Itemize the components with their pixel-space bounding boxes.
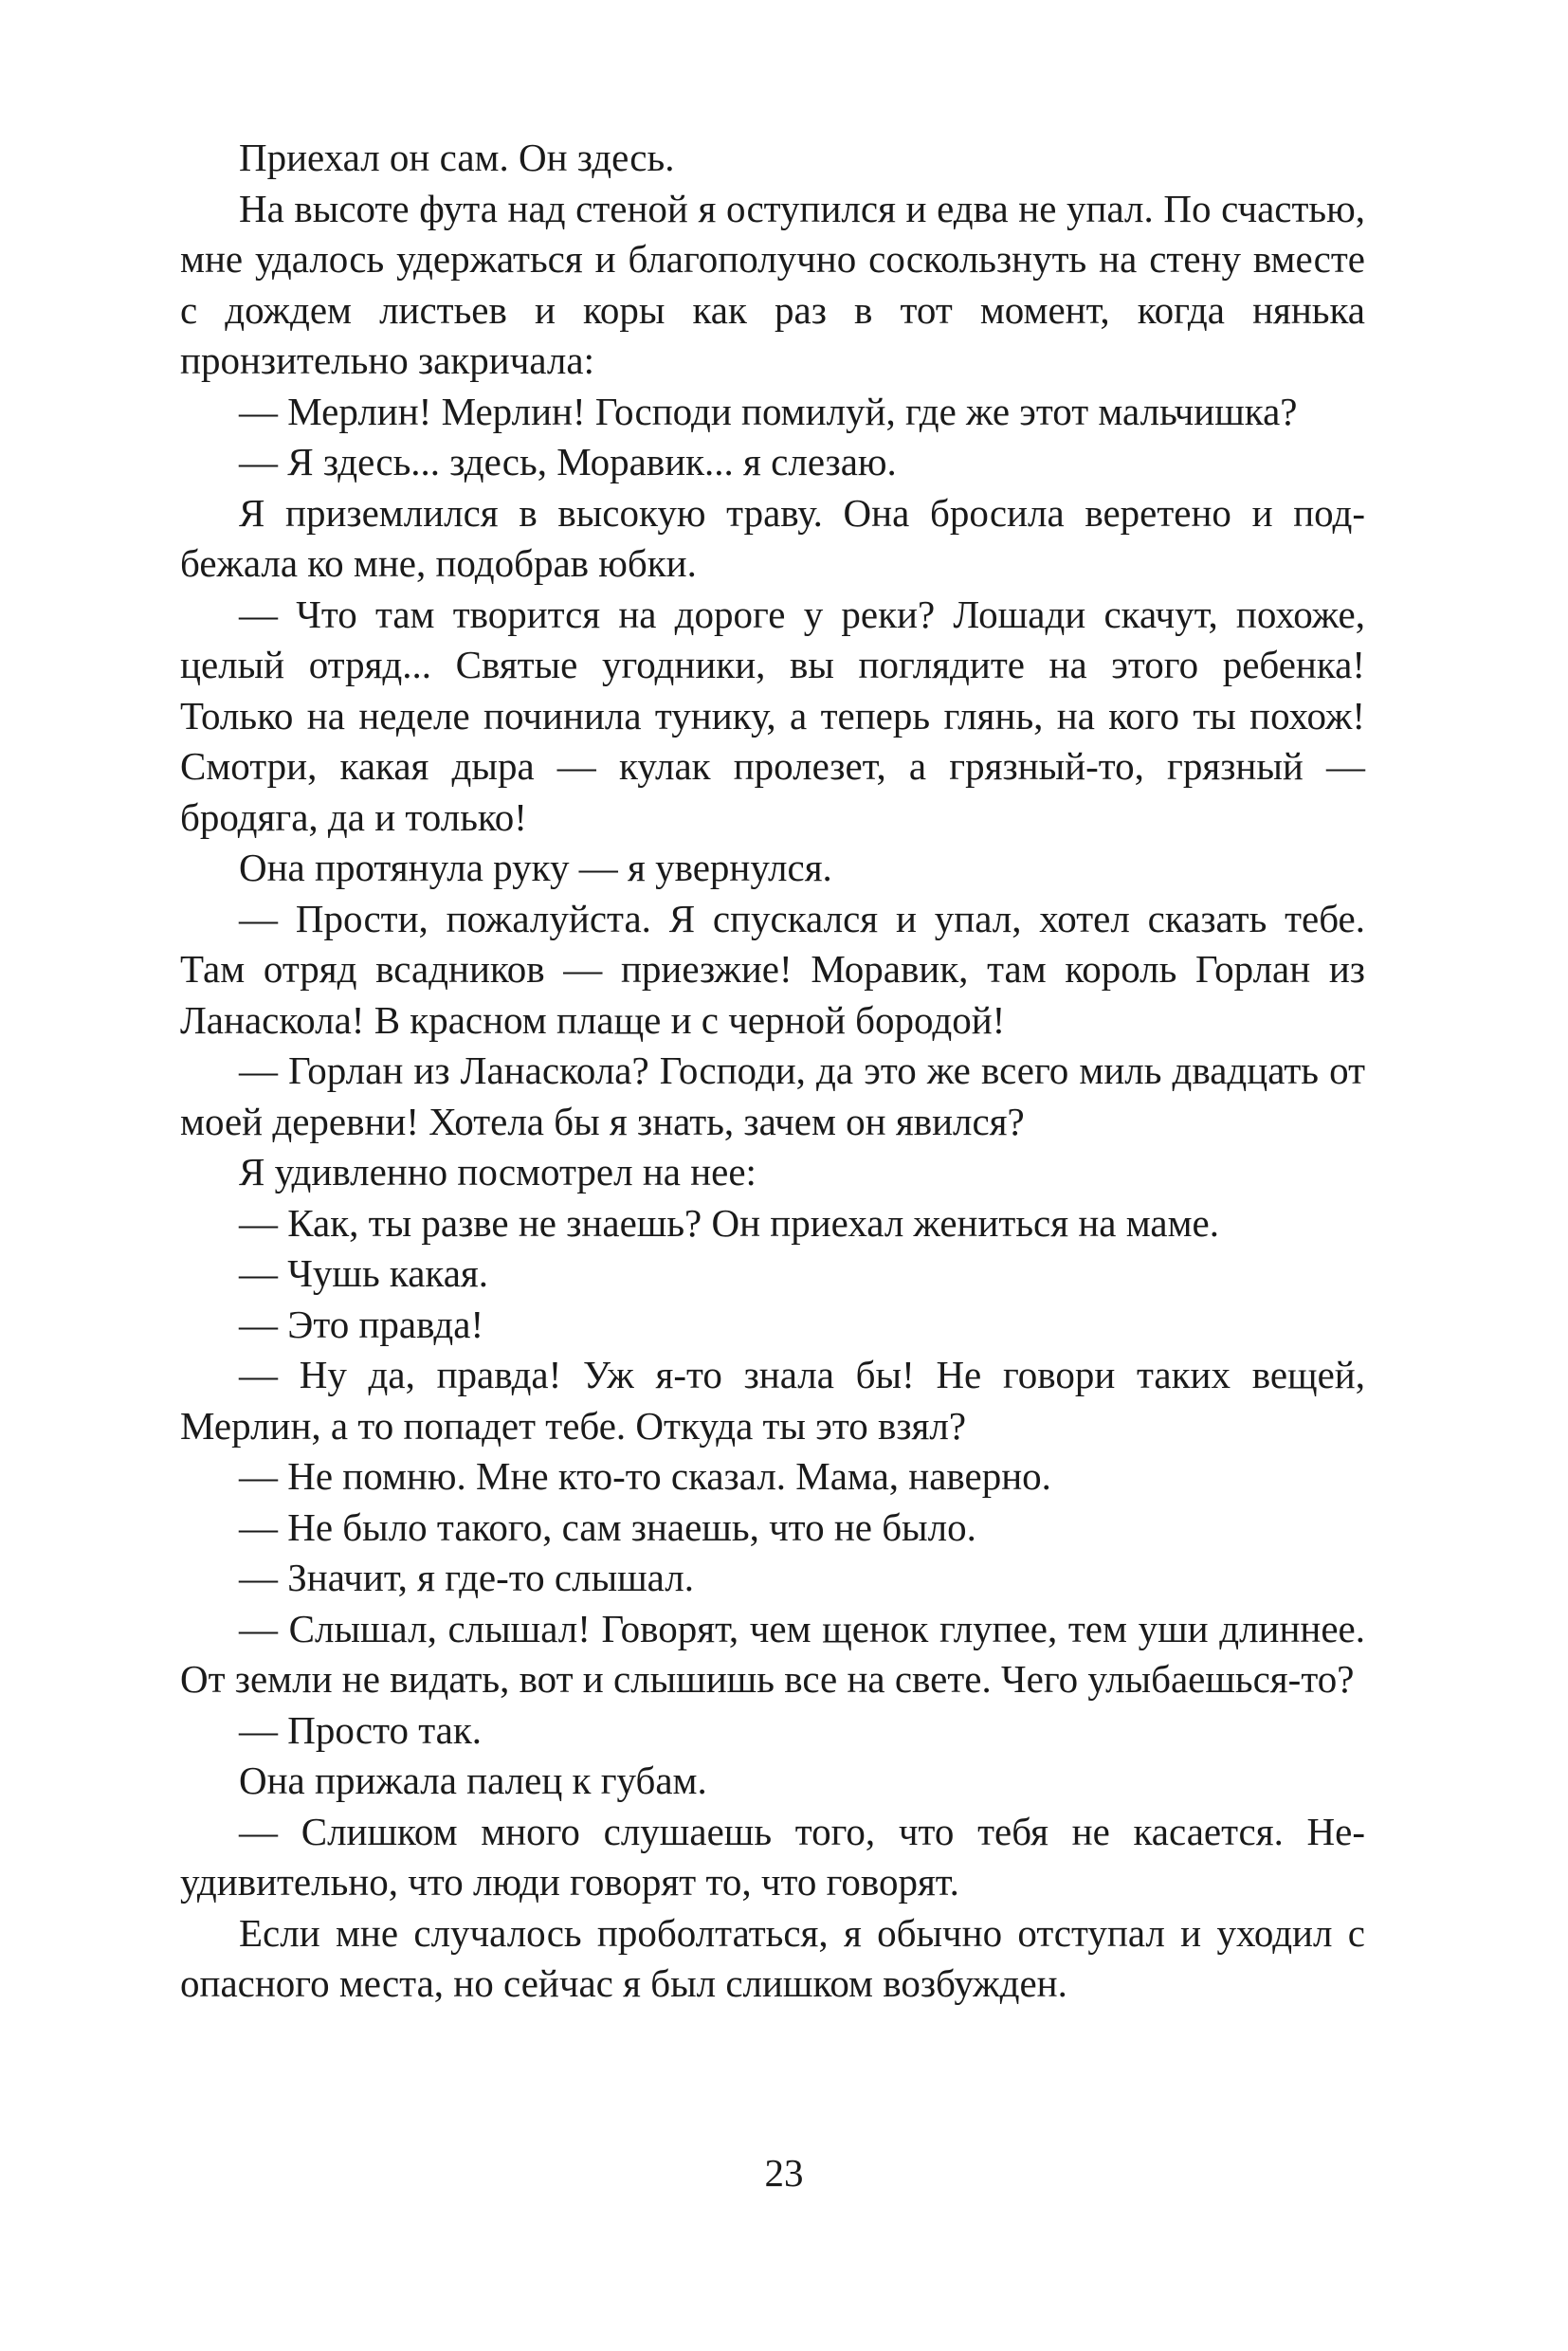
paragraph: — Чушь какая. <box>239 1251 489 1295</box>
paragraph: — Мерлин! Мерлин! Господи помилуй, где же этот мальчишка? <box>239 389 1298 433</box>
paragraph: — Горлан из Ланаскола? Господи, да это же всего миль двадцать от моей деревни! Хотела бы я знать, зачем он явился? <box>180 1048 1365 1143</box>
paragraph: — Я здесь... здесь, Моравик... я слезаю. <box>239 440 897 483</box>
paragraph: — Значит, я где-то слышал. <box>239 1556 694 1599</box>
body-text <box>180 133 1365 2010</box>
paragraph: На высоте фута над стеной я оступился и едва не упал. По счастью, мне удалось удержаться и благополучно соскользнуть на стену вместе с дождем листьев и коры как раз в тот момент, когда нянька пронзительно закричала: <box>180 186 1365 382</box>
paragraph: — Что там творится на дороге у реки? Лошади скачут, похоже, целый отряд... Святые угодники, вы поглядите на этого ребенка! Только на неделе починила тунику, а теперь глянь, на кого ты похож! Смотри, какая дыра — кулак пролезет, а грязный-то, грязный — бродяга, да и только! <box>180 592 1365 839</box>
paragraph: Она протянула руку — я увернулся. <box>239 846 832 889</box>
paragraph: — Как, ты разве не знаешь? Он приехал жениться на маме. <box>239 1200 1219 1245</box>
paragraph: — Ну да, правда! Уж я-то знала бы! Не говори таких вещей, Мерлин, а то попадет тебе. Откуда ты это взял? <box>180 1353 1365 1448</box>
paragraph: — Просто так. <box>239 1707 482 1752</box>
paragraph: — Не помню. Мне кто-то сказал. Мама, наверно. <box>239 1454 1051 1498</box>
paragraph: — Слишком много слушаешь того, что тебя не касается. Неудивительно, что люди говорят то, что говорят. <box>180 1809 1365 1904</box>
paragraph: Если мне случалось проболтаться, я обычно отступал и уходил с опасного места, но сейчас я был слишком возбужден. <box>180 1910 1365 2005</box>
paragraph: Я удивленно посмотрел на нее: <box>239 1150 757 1194</box>
paragraph: — Прости, пожалуйста. Я спускался и упал, хотел сказать тебе. Там отряд всадников — приезжие! Моравик, там король Горлан из Ланаскола! В красном плаще и с черной бородой! <box>180 896 1365 1042</box>
paragraph: — Слышал, слышал! Говорят, чем щенок глупее, тем уши длиннее. От земли не видать, вот и слышишь все на свете. Чего улыбаешься-то? <box>180 1606 1365 1701</box>
page-number: 23 <box>764 2151 804 2195</box>
paragraph: Приехал он сам. Он здесь. <box>239 136 675 179</box>
paragraph: Я приземлился в высокую траву. Она бросила веретено и подбежала ко мне, подобрав юбки. <box>180 490 1365 585</box>
paragraph: Она прижала палец к губам. <box>239 1759 707 1802</box>
paragraph: — Не было такого, сам знаешь, что не было. <box>239 1504 976 1549</box>
paragraph: — Это правда! <box>239 1302 484 1346</box>
